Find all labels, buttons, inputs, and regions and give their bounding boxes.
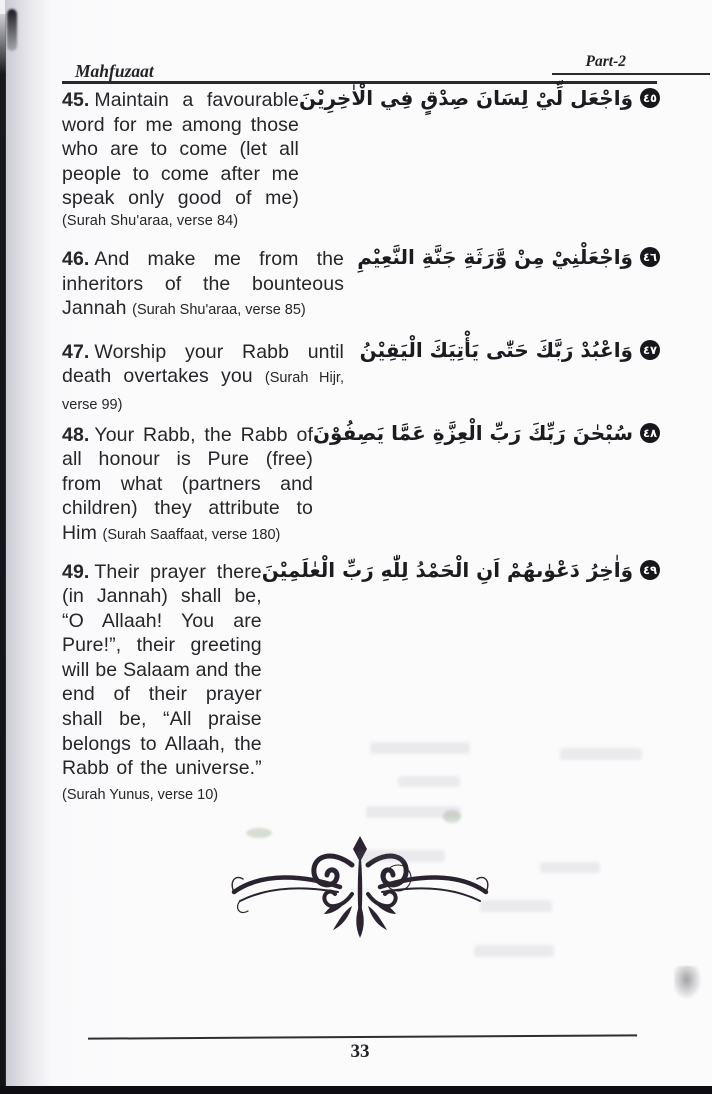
arabic-verse-text: وَاجْعَل لِّيْ لِسَانَ صِدْقٍ فِي الْاٰخِرِيْنَ [298,86,633,110]
bleed-through-mark [474,945,554,957]
arabic-verse-text: وَاٰخِرُ دَعْوٰىهُمْ اَنِ الْحَمْدُ لِلّٰهِ رَبِّ الْعٰلَمِيْنَ [261,557,633,582]
page-number: 33 [350,1041,370,1062]
entry-47-english [62,340,344,418]
verse-number-badge: ٤٦ [640,247,660,267]
entry-text: Worship your Rabb until death overtakes you [62,340,344,388]
entry-citation: (Surah Shu'araa, verse 85) [132,302,306,319]
verse-number-badge: ٤٨ [640,423,660,443]
entry-49 [62,557,660,808]
entry-47-arabic-verse [344,338,660,362]
entry-text: And make me from the inheritors of the bounteous Jannah [62,247,344,320]
ink-spot [443,810,461,823]
flourish-ornament-icon [228,832,492,944]
entry-45-arabic-verse [299,86,660,110]
part-label: Part-2 [585,53,626,70]
book-title: Mahfuzaat [75,61,154,81]
bleed-through-mark [398,776,460,787]
scan-corner-mark [7,9,17,51]
entry-text: Your Rabb, the Rabb of all honour is Pure (free) from what (partners and children) they attribute to Him [62,423,313,544]
entry-number: 45. [62,89,90,111]
scan-bottom-edge [0,1086,712,1094]
entry-46 [62,244,660,323]
entry-number: 46. [62,247,90,270]
entry-46-english [62,247,344,323]
smudge-mark [674,966,702,1000]
bleed-through-mark [480,900,552,912]
verse-number-badge: ٤٧ [640,340,660,360]
bleed-through-mark [540,862,600,873]
entry-number: 48. [62,423,90,446]
verse-number-badge: ٤٥ [640,88,660,108]
page-content [62,88,660,807]
bleed-through-mark [357,850,445,862]
arabic-verse-text: وَاجْعَلْنِيْ مِنْ وَّرَثَةِ جَنَّةِ النَّعِيْمِ [357,244,633,269]
entry-text: Their prayer there (in Jannah) shall be, “O Allaah! You are Pure!”, their greeting will be Salaam and the end of their prayer shall be, “All praise belongs to Allaah, the Rabb of the universe.” [62,560,262,780]
bleed-through-mark [560,748,642,760]
entry-number: 49. [62,560,90,583]
entry-citation: (Surah Saaffaat, verse 180) [102,526,281,543]
header-rule [62,81,657,84]
entry-citation: (Surah Shu'araa, verse 84) [62,212,239,229]
verse-number-badge: ٤٩ [640,560,660,580]
entry-49-arabic-verse [262,558,660,582]
entry-47 [62,337,660,418]
page-gutter-shadow [5,0,51,1094]
arabic-verse-text: وَاعْبُدْ رَبَّكَ حَتّٰى يَأْتِيَكَ الْيَقِيْنُ [359,337,633,362]
entry-45 [62,88,660,231]
footer-rule [88,1034,637,1039]
entry-46-arabic-verse [344,245,660,269]
entry-48 [62,420,660,548]
bleed-through-mark [370,742,470,754]
entry-49-english [62,560,262,808]
arabic-verse-text: سُبْحٰنَ رَبِّكَ رَبِّ الْعِزَّةِ عَمَّا يَصِفُوْنَ [312,420,633,445]
entry-citation: (Surah Hijr, verse 99) [62,370,344,413]
entry-45-english [62,88,299,231]
entry-48-english [62,423,313,548]
entry-citation: (Surah Yunus, verse 10) [62,786,219,803]
part-underline [552,73,710,75]
ink-spot [246,828,272,838]
entry-number: 47. [62,340,90,363]
entry-48-arabic-verse [313,421,660,445]
entry-text: Maintain a favourable word for me among those who are to come (let all people to come after me speak only good of me) [62,89,299,210]
